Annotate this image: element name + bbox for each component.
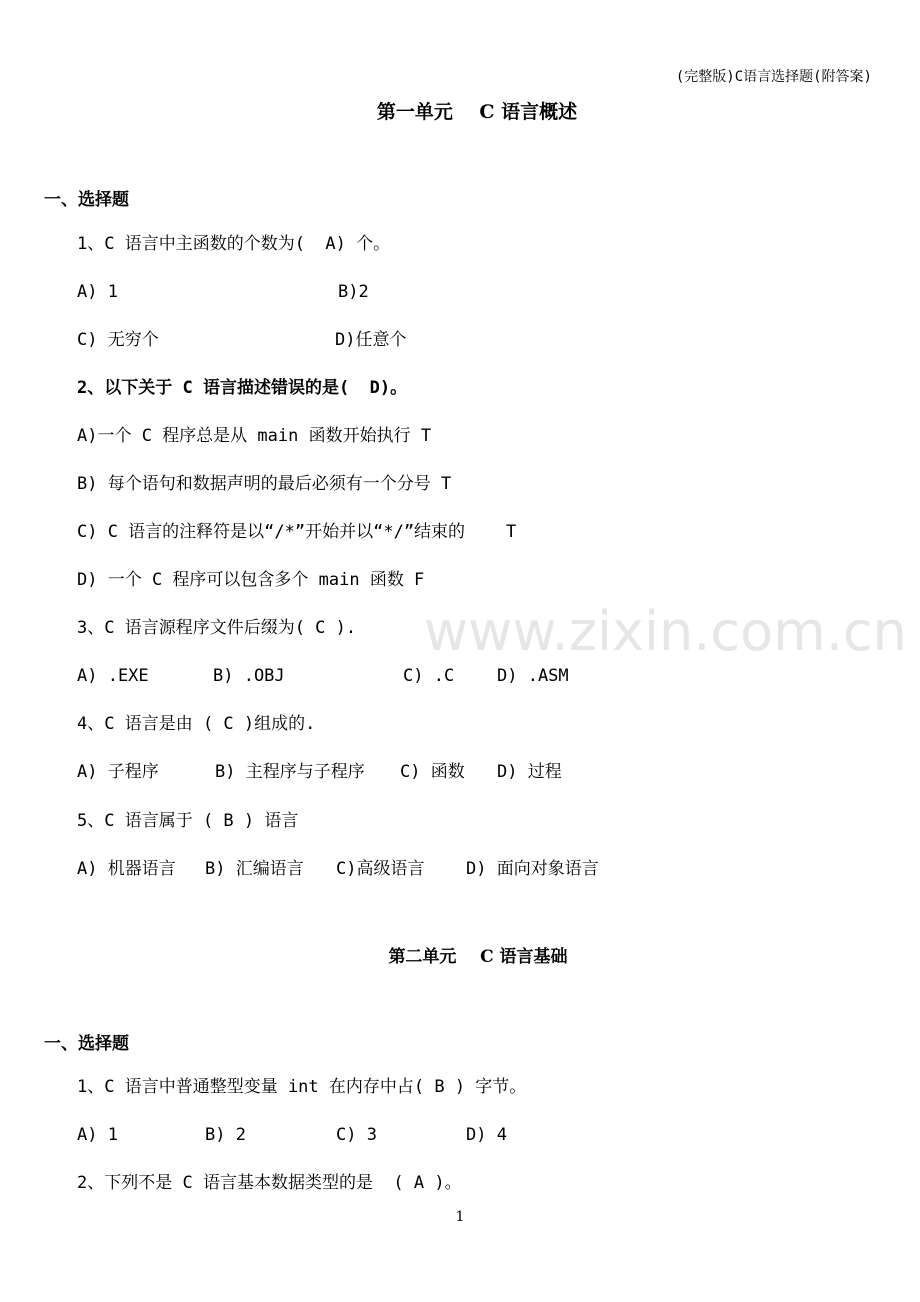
u1-q5-option-d: D) 面向对象语言: [466, 859, 599, 879]
u1-q2-option-b: B) 每个语句和数据声明的最后必须有一个分号 T: [77, 474, 452, 494]
unit-2-title: 第二单元 C 语言基础: [388, 947, 568, 967]
u1-q2-option-d: D) 一个 C 程序可以包含多个 main 函数 F: [77, 570, 425, 590]
u2-q1-text: 1、C 语言中普通整型变量 int 在内存中占( B ) 字节。: [77, 1077, 527, 1097]
u1-q4-text: 4、C 语言是由 ( C )组成的.: [77, 714, 316, 734]
unit-2-section-heading: 一、选择题: [44, 1034, 129, 1054]
u1-q2-option-c: C) C 语言的注释符是以“/*”开始并以“*/”结束的 T: [77, 522, 517, 542]
u1-q2-option-a: A)一个 C 程序总是从 main 函数开始执行 T: [77, 426, 432, 446]
u1-q3-option-b: B) .OBJ: [213, 666, 285, 686]
u1-q3-option-a: A) .EXE: [77, 666, 149, 686]
u1-q1-option-b: B)2: [338, 282, 369, 302]
u1-q5-option-b: B) 汇编语言: [205, 859, 304, 879]
u1-q2-text: 2、以下关于 C 语言描述错误的是( D)。: [77, 378, 408, 398]
u1-q1-option-d: D)任意个: [335, 330, 407, 350]
u2-q1-option-a: A) 1: [77, 1125, 118, 1145]
u1-q4-option-d: D) 过程: [497, 762, 562, 782]
u1-q4-option-c: C) 函数: [400, 762, 465, 782]
u2-q1-option-b: B) 2: [205, 1125, 246, 1145]
unit-1-title: 第一单元 C 语言概述: [376, 101, 578, 123]
u1-q3-option-c: C) .C: [403, 666, 455, 686]
u1-q4-option-b: B) 主程序与子程序: [215, 762, 365, 782]
u1-q5-option-c: C)高级语言: [336, 859, 425, 879]
u1-q5-option-a: A) 机器语言: [77, 859, 176, 879]
u1-q1-option-c: C) 无穷个: [77, 330, 159, 350]
unit-1-section-heading: 一、选择题: [44, 190, 129, 210]
u1-q4-option-a: A) 子程序: [77, 762, 159, 782]
u2-q2-text: 2、下列不是 C 语言基本数据类型的是 ( A )。: [77, 1173, 462, 1193]
u1-q1-text: 1、C 语言中主函数的个数为( A) 个。: [77, 234, 391, 254]
u2-q1-option-d: D) 4: [466, 1125, 507, 1145]
u2-q1-option-c: C) 3: [336, 1125, 377, 1145]
page-number: 1: [455, 1209, 465, 1225]
u1-q5-text: 5、C 语言属于 ( B ) 语言: [77, 811, 299, 831]
u1-q3-text: 3、C 语言源程序文件后缀为( C ).: [77, 618, 357, 638]
watermark: www.zixin.com.cn: [424, 600, 907, 663]
running-header: (完整版)C语言选择题(附答案): [675, 69, 872, 85]
u1-q3-option-d: D) .ASM: [497, 666, 569, 686]
u1-q1-option-a: A) 1: [77, 282, 118, 302]
